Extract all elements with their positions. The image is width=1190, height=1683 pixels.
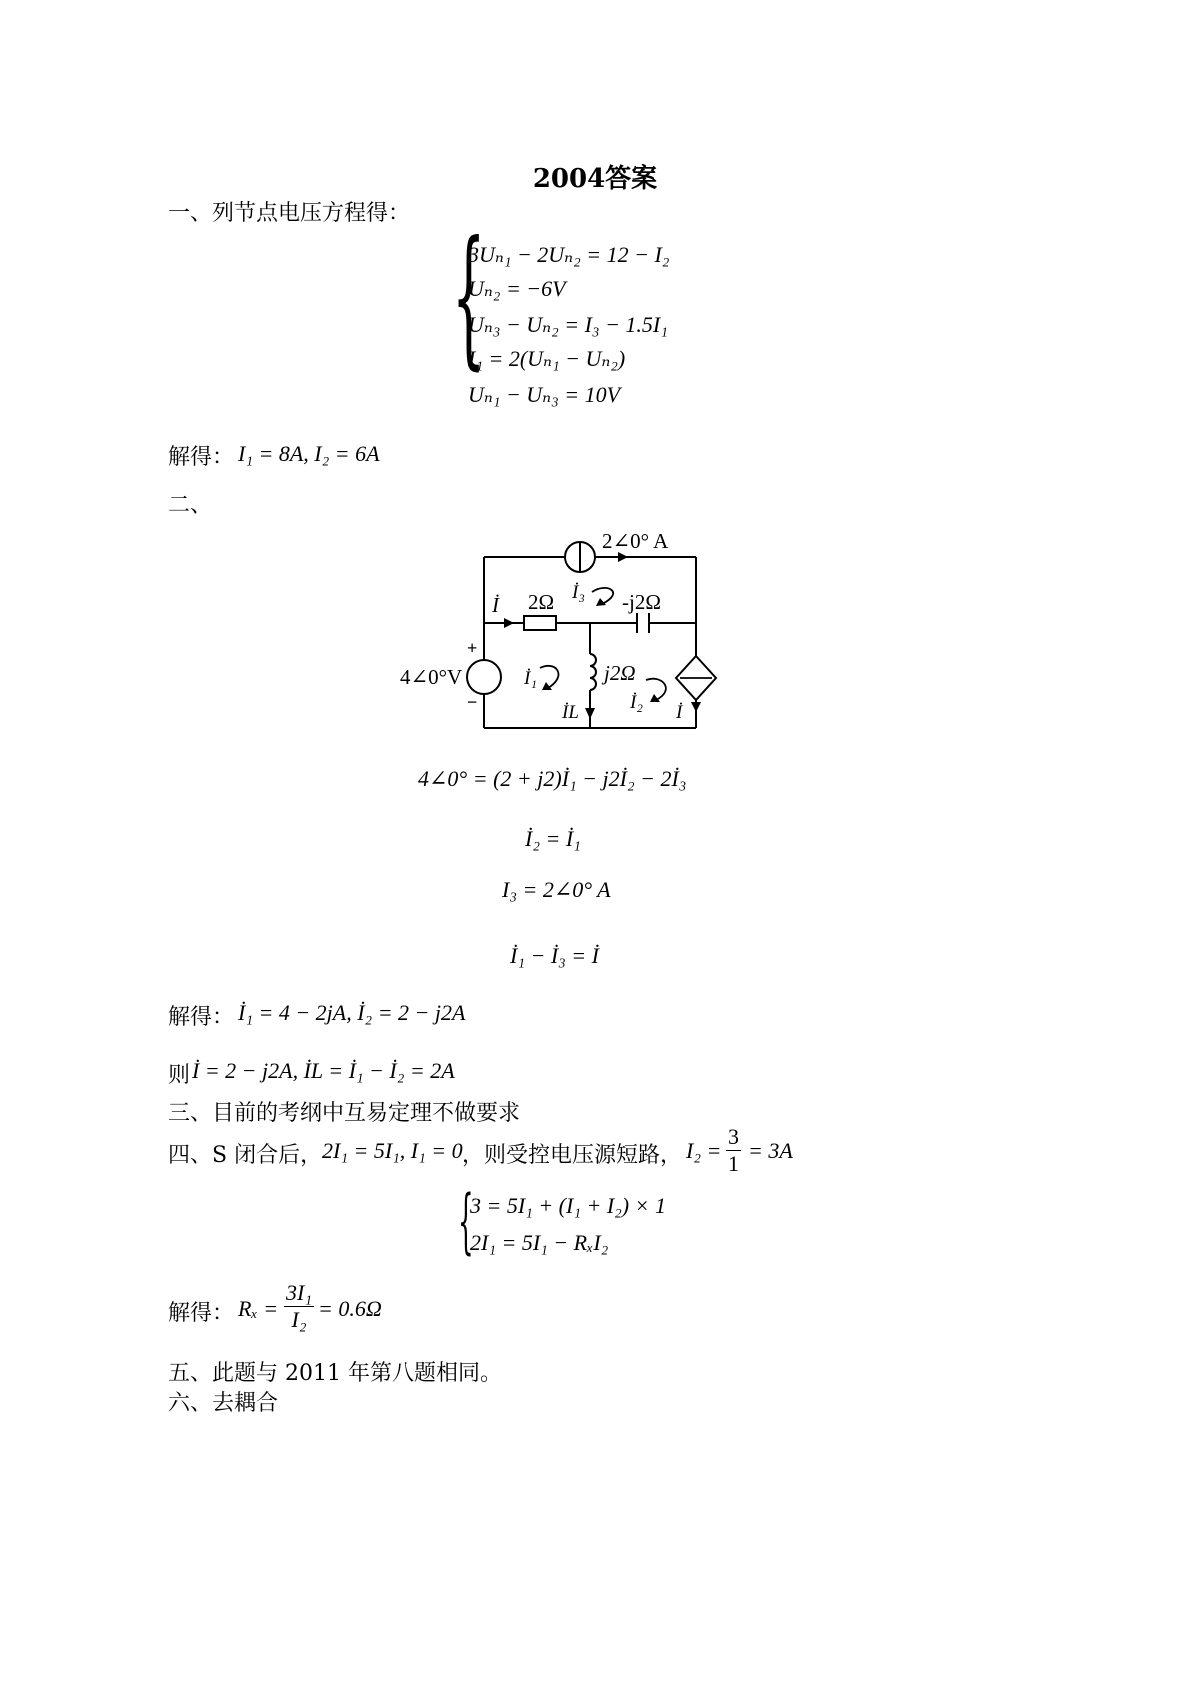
q3-text: 三、目前的考纲中互易定理不做要求 (168, 1101, 521, 1126)
loop3-label: İ₃ (572, 582, 585, 603)
q4-brace: { (458, 1180, 474, 1262)
q2-equation-1: 4∠0° = (2 + j2)İ₁ − j2İ₂ − 2İ₃ (418, 766, 687, 791)
circuit-diagram (390, 520, 730, 740)
q1-heading: 一、列节点电压方程得： (168, 201, 411, 226)
q1-equation-5: Uₙ₁ − Uₙ₃ = 10V (468, 382, 621, 407)
q2-then-label: 则 (168, 1063, 191, 1088)
q4-i2-num: 3 (728, 1124, 739, 1149)
q2-heading: 二、 (168, 493, 213, 518)
loop2-label: İ₂ (630, 692, 643, 713)
q2-solution-label: 解得： (168, 1005, 235, 1030)
q4-i2-fraction (726, 1124, 741, 1177)
q4-system-2: 2I₁ = 5I₁ − RₓI₂ (470, 1230, 609, 1255)
q2-then: İ = 2 − j2A, İL = İ₁ − İ₂ = 2A (192, 1058, 455, 1083)
inductor-current-arrow-icon (585, 708, 595, 719)
q2-equation-4: İ₁ − İ₃ = İ (510, 943, 599, 968)
resistor-symbol (524, 616, 556, 630)
resistor-label: 2Ω (528, 590, 555, 614)
q2-solution: İ₁ = 4 − 2jA, İ₂ = 2 − j2A (238, 1000, 466, 1025)
q4-prefix: 四、S 闭合后， (168, 1143, 323, 1168)
capacitor-label: -j2Ω (622, 590, 661, 614)
dependent-source-arrow-icon (691, 702, 701, 712)
q1-solution-label: 解得： (168, 445, 235, 470)
voltage-source-symbol (467, 660, 501, 694)
voltage-source-label: 4∠0°V (400, 665, 463, 689)
dependent-source-label: İ (676, 702, 683, 723)
inductor-label: j2Ω (604, 661, 636, 685)
q4-middle: ，则受控电压源短路， (462, 1143, 683, 1168)
q2-equation-3: I₃ = 2∠0° A (502, 877, 611, 902)
q4-solution-label: 解得： (168, 1301, 235, 1326)
current-IL-label: İL (562, 702, 579, 723)
current-source-label: 2∠0° A (602, 529, 669, 553)
current-I-arrow-icon (504, 618, 514, 628)
loop1-arrow (540, 666, 558, 688)
q5-text: 五、此题与 2011 年第八题相同。 (168, 1361, 502, 1386)
q4-i2-den: 1 (728, 1151, 739, 1176)
q4-system-1: 3 = 5I₁ + (I₁ + I₂) × 1 (470, 1193, 666, 1218)
q1-equation-2: Uₙ₂ = −6V (468, 276, 566, 301)
q6-text: 六、去耦合 (168, 1391, 279, 1416)
current-source-arrow-icon (618, 552, 628, 562)
q4-rx-den: I₂ (291, 1307, 307, 1332)
q1-equation-3: Uₙ₃ − Uₙ₂ = I₃ − 1.5I₁ (468, 312, 668, 337)
q4-rx-rhs: = 0.6Ω (318, 1296, 382, 1321)
voltage-plus-label: + (467, 638, 478, 658)
q4-rx-fraction (284, 1280, 314, 1333)
q4-i2-lhs: I₂ = (686, 1138, 722, 1163)
current-I-label: İ (492, 593, 499, 617)
q4-eq1: 2I₁ = 5I₁, I₁ = 0 (322, 1138, 463, 1163)
voltage-minus-label: − (467, 692, 478, 712)
q4-rx-num: 3I₁ (286, 1280, 312, 1305)
inductor-symbol (590, 654, 596, 690)
page-title: 2004答案 (532, 164, 658, 194)
q4-i2-rhs: = 3A (748, 1138, 793, 1163)
q1-equation-1: 3Uₙ₁ − 2Uₙ₂ = 12 − I₂ (468, 242, 670, 267)
q1-brace: { (452, 210, 486, 384)
q1-solution: I₁ = 8A, I₂ = 6A (238, 441, 380, 466)
loop1-label: İ₁ (524, 668, 537, 689)
q1-equation-4: I₁ = 2(Uₙ₁ − Uₙ₂) (468, 346, 626, 371)
q4-rx-lhs: Rₓ = (238, 1296, 279, 1321)
q2-equation-2: İ₂ = İ₁ (525, 826, 581, 851)
